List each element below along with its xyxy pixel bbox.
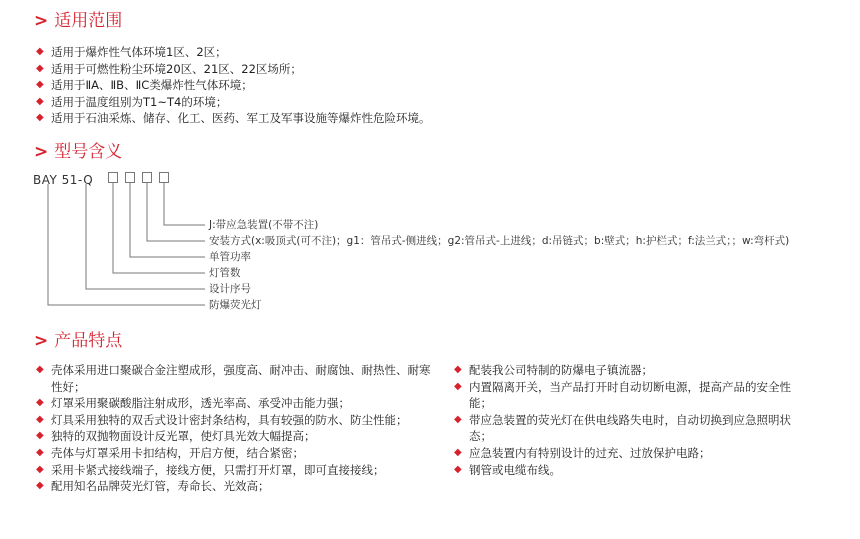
diamond-icon: ◆ [36,112,44,124]
diamond-icon: ◆ [454,380,462,392]
diamond-icon: ◆ [36,46,44,57]
model-label-emergency: J:带应急装置(不带不注) [209,219,319,231]
list-item: ◆ 灯具采用独特的双舌式设计密封条结构，具有较强的防水、防尘性能； [36,412,408,427]
diamond-icon: ◆ [454,463,462,475]
model-label-design-no: 设计序号 [209,283,251,295]
list-item: ◆ 灯罩采用聚碳酸脂注射成形，透光率高、承受冲击能力强； [36,396,350,411]
diamond-icon: ◆ [36,480,44,492]
list-item: ◆ 钢管或电缆布线。 [454,462,561,477]
diamond-icon: ◆ [454,446,462,458]
list-item: ◆ 应急装置内有特别设计的过充、过放保护电路； [454,445,711,460]
list-item: ◆ 适用于爆炸性气体环境1区、2区； [36,45,227,59]
list-item: ◆ 适用于ⅡA、ⅡB、ⅡC类爆炸性气体环境； [36,78,253,93]
model-label-power: 单管功率 [209,251,251,263]
leader-line [48,184,205,305]
list-item: ◆ 壳体与灯罩采用卡扣结构，开启方便，结合紧密； [36,445,304,460]
diamond-icon: ◆ [36,463,44,475]
chevron-right-icon: > [34,331,49,351]
list-item: ◆ 适用于温度组别为T1~T4的环境； [36,94,228,109]
diamond-icon: ◆ [454,364,462,375]
model-label-lamp-count: 灯管数 [209,267,241,279]
list-item: ◆ 采用卡紧式接线端子，接线方便，只需打开灯罩，即可直接接线； [36,462,385,477]
diamond-icon: ◆ [36,430,44,442]
diamond-icon: ◆ [36,397,44,409]
section-title-features [34,330,122,352]
leader-line [130,183,205,257]
leader-line [113,183,205,273]
list-item: ◆ 壳体采用进口聚碳合金注塑成形，强度高、耐冲击、耐腐蚀、耐热性、耐寒性好； [36,363,431,394]
section-title-text: 产品特点 [54,331,123,351]
diamond-icon: ◆ [36,79,44,91]
list-item: ◆ 配用知名品牌荧光灯管，寿命长、光效高； [36,479,270,494]
features-right-list [452,362,797,478]
chevron-right-icon: > [34,142,49,162]
section-title-text: 适用范围 [54,11,123,31]
diamond-icon: ◆ [36,446,44,458]
diamond-icon: ◆ [36,62,44,74]
leader-line [147,183,205,241]
leader-line [164,183,205,225]
list-item: ◆ 适用于石油采炼、储存、化工、医药、军工及军事设施等爆炸性危险环境。 [36,111,431,126]
list-item: ◆ 内置隔离开关，当产品打开时自动切断电源，提高产品的安全性能； [454,379,791,411]
model-label-installation: 安装方式(x:吸顶式(可不注)；g1：管吊式-侧进线；g2:管吊式-上进线；d:吊链式；b:壁式；h:护栏式；f:法兰式；；w:弯杆式) [209,235,790,247]
model-label-product: 防爆荧光灯 [209,299,262,311]
diamond-icon: ◆ [36,364,44,375]
diamond-icon: ◆ [36,95,44,107]
model-code: BAY 51-Q [33,173,94,187]
list-item: ◆ 独特的双抛物面设计反光罩，使灯具光效大幅提高； [36,429,316,444]
features-left-list [34,362,434,495]
section-title-text: 型号含义 [54,142,123,162]
chevron-right-icon: > [34,11,49,31]
list-item: ◆ 适用于可燃性粉尘环境20区、21区、22区场所； [36,61,302,76]
list-item: ◆ 带应急装置的荧光灯在供电线路失电时，自动切换到应急照明状态； [454,412,791,444]
diamond-icon: ◆ [454,413,462,425]
list-item: ◆ 配装我公司特制的防爆电子镇流器； [454,363,653,377]
diamond-icon: ◆ [36,413,44,425]
